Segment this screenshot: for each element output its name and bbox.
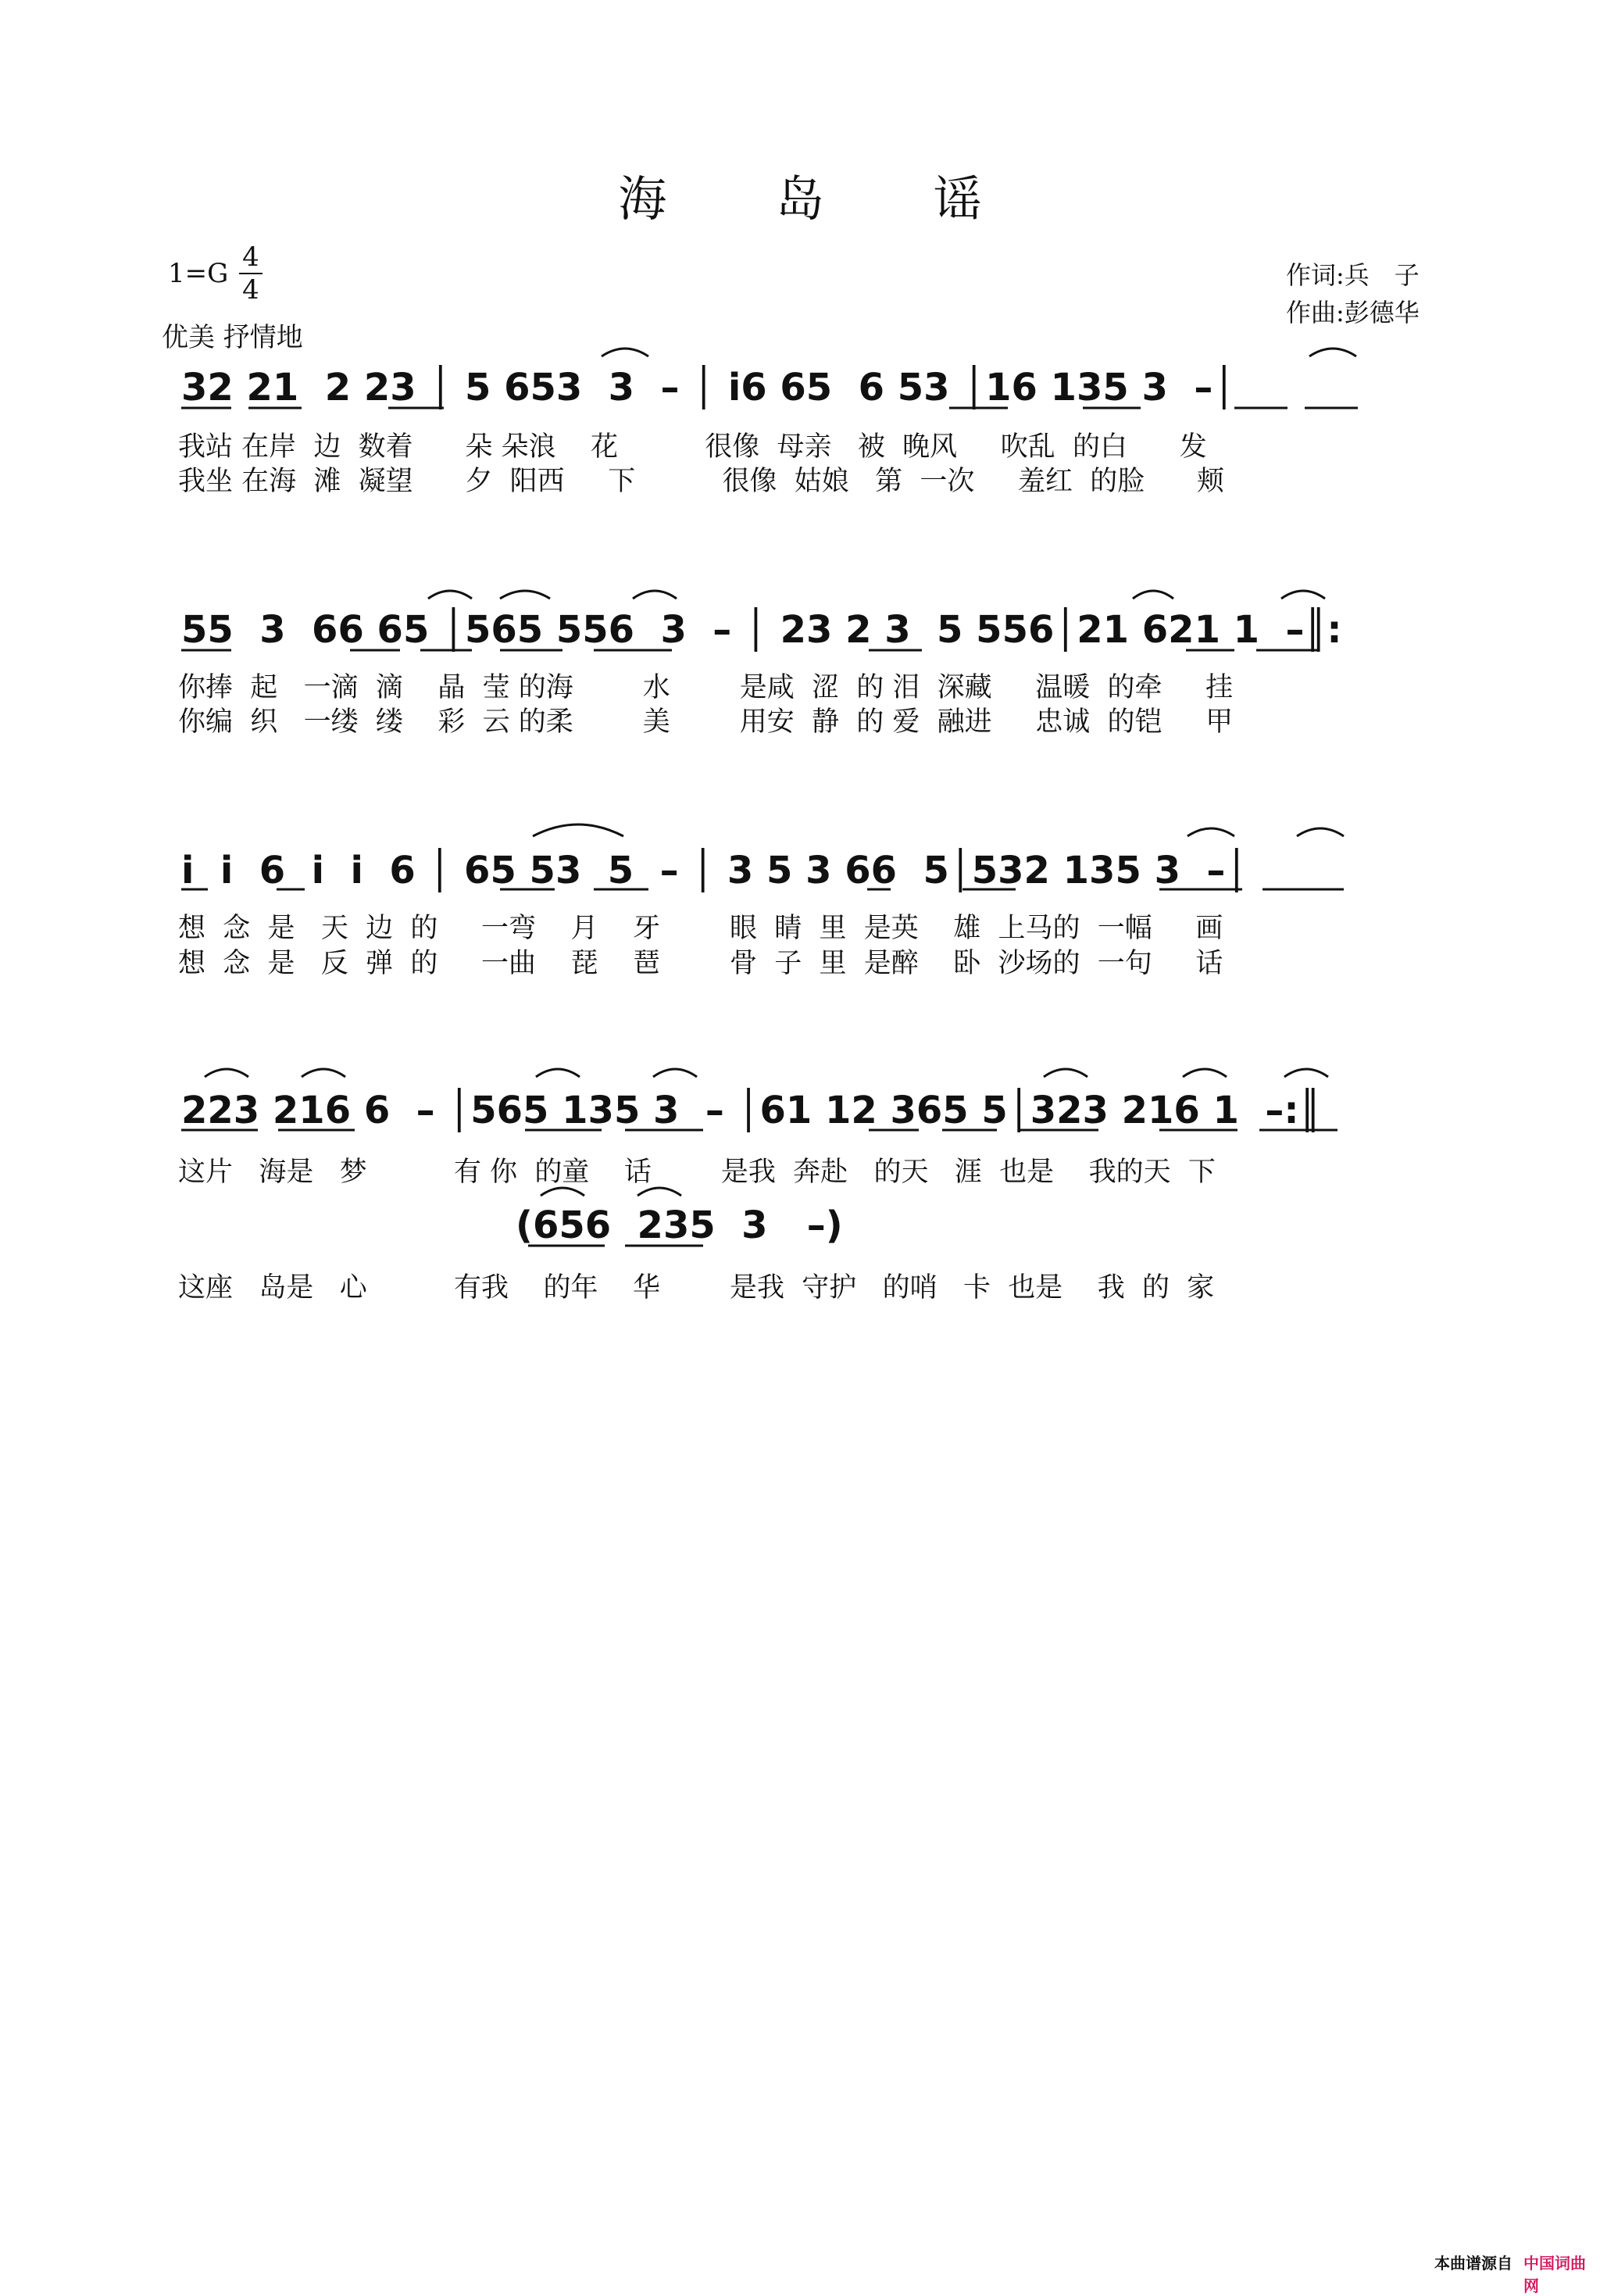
lyrics-row-4-verse-1: 这片 海是 梦 有 你 的童 话 是我 奔赴 的天 涯 也是 我的天 下 — [178, 1157, 1216, 1188]
notation-row-4: 223 216 6 – │565 135 3 – │61 12 365 5│323 216 1 –:║ — [181, 1089, 1322, 1132]
song-title: 海 岛 谣 — [618, 170, 1029, 227]
notation-row-2: 55 3 66 65 │565 556 3 – │ 23 2 3 5 556│21 621 1 –║: — [181, 608, 1342, 652]
time-signature-bottom: 4 — [242, 274, 259, 306]
lyrics-row-3-verse-1: 想 念 是 天 边 的 一弯 月 牙 眼 睛 里 是英 雄 上马的 一幅 画 — [178, 913, 1223, 944]
key-signature: 1=G — [168, 258, 229, 289]
lyrics-row-1-verse-2: 我坐 在海 滩 凝望 夕 阳西 下 很像 姑娘 第 一次 羞红 的脸 颊 — [178, 466, 1225, 497]
lyrics-row-3-verse-2: 想 念 是 反 弹 的 一曲 琵 琶 骨 子 里 是醉 卧 沙场的 一句 话 — [178, 948, 1223, 979]
lyrics-row-2-verse-1: 你捧 起 一滴 滴 晶 莹 的海 水 是咸 涩 的 泪 深藏 温暖 的牵 挂 — [178, 672, 1234, 703]
source-credit: 本曲谱源自 — [1434, 2254, 1512, 2273]
lyrics-row-1-verse-1: 我站 在岸 边 数着 朵 朵浪 花 很像 母亲 被 晚风 吹乱 的白 发 — [178, 431, 1207, 463]
notation-row-3: i i 6 i i 6 │ 65 53 5 – │ 3 5 3 66 5│532 135 3 –│ — [181, 849, 1248, 892]
tempo-marking: 优美 抒情地 — [162, 322, 303, 353]
lyricist: 作词:兵 子 — [1286, 260, 1420, 290]
lyrics-row-2-verse-2: 你编 织 一缕 缕 彩 云 的柔 美 用安 静 的 爱 融进 忠诚 的铠 甲 — [178, 706, 1234, 738]
notation-row-1: 32 21 2 23 │ 5 653 3 – │ i6 65 6 53 │16 135 3 –│ — [181, 366, 1236, 409]
time-signature-top: 4 — [242, 241, 259, 273]
interlude-notation: (656 235 3 –) — [516, 1203, 843, 1247]
site-name: 中国词曲网 — [1523, 2254, 1586, 2295]
lyrics-row-4-verse-2: 这座 岛是 心 有我 的年 华 是我 守护 的哨 卡 也是 我 的 家 — [178, 1272, 1215, 1304]
composer: 作曲:彭德华 — [1286, 298, 1420, 327]
